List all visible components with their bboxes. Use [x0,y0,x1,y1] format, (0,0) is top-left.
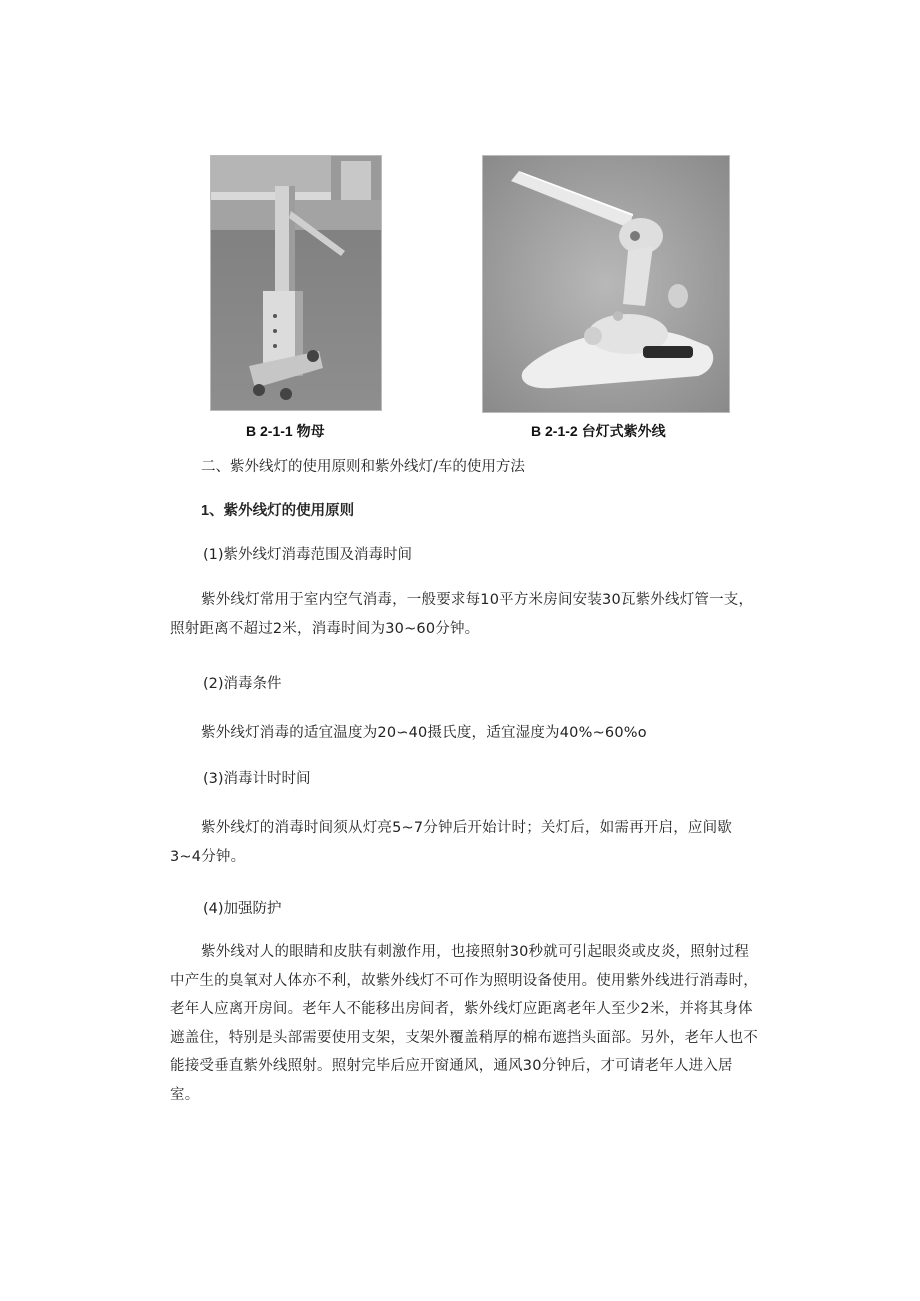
uv-desk-lamp-icon [483,156,729,412]
item-heading-2: (2)消毒条件 [203,676,282,692]
uv-lamp-cart-icon [211,156,381,410]
subsection-title: 1、紫外线灯的使用原则 [201,503,355,519]
item-body-1: 紫外线灯常用于室内空气消毒，一般要求每10平方米房间安装30瓦紫外线灯管一支，照射距离不超过2米，消毒时间为30~60分钟。 [170,592,754,637]
item-heading-4: (4)加强防护 [203,901,282,917]
item-heading-1: (1)紫外线灯消毒范围及消毒时间 [203,547,413,563]
uv-lamp-cart-photo [210,155,382,411]
figure-caption-2: B 2-1-2 台灯式紫外线 [531,423,666,439]
item-heading-3: (3)消毒计时时间 [203,771,311,787]
section-title: 二、紫外线灯的使用原则和紫外线灯/车的使用方法 [201,459,525,475]
item-body-3: 紫外线灯的消毒时间须从灯亮5~7分钟后开始计时；关灯后，如需再开启，应间歇3~4分钟。 [170,820,732,865]
figure-caption-1: B 2-1-1 物母 [246,423,325,439]
uv-desk-lamp-photo [482,155,730,413]
item-body-2: 紫外线灯消毒的适宜温度为20∽40摄氏度，适宜湿度为40%~60%o [201,725,647,741]
item-body-4: 紫外线对人的眼睛和皮肤有刺激作用，也接照射30秒就可引起眼炎或皮炎，照射过程中产生的臭氧对人体亦不利，故紫外线灯不可作为照明设备使用。使用紫外线进行消毒时，老年人应离开房间。老年人不能移出房间者，紫外线灯应距离老年人至少2米，并将其身体遮盖住，特别是头部需要使用支架，支架外覆盖稍厚的棉布遮挡头面部。另外，老年人也不能接受垂直紫外线照射。照射完毕后应开窗通风，通风30分钟后，才可请老年人进入居室。 [170,944,758,1103]
